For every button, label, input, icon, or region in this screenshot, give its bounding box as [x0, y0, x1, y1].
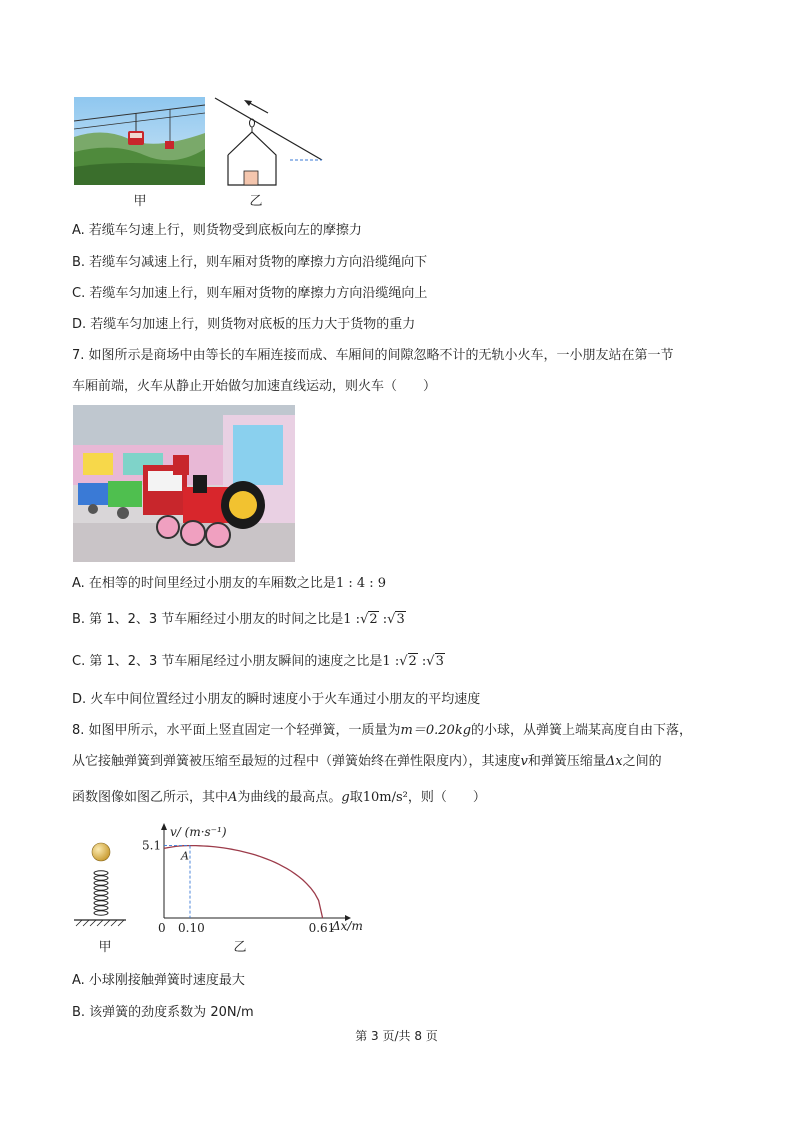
q6-option-a: A. 若缆车匀速上行，则货物受到底板向左的摩擦力 [72, 223, 362, 238]
fig-jia-label: 甲 [98, 940, 112, 955]
x-tick-0-61: 0.61 [308, 921, 336, 935]
x-tick-0-10: 0.10 [178, 921, 205, 935]
q7-option-c-ratio: 1 :√2 :√3 [382, 654, 444, 669]
q8-stem-line3: 函数图像如图乙所示，其中A为曲线的最高点。g取10m/s²，则（ ） [72, 790, 486, 805]
fig-yi-label: 乙 [233, 940, 247, 955]
q7-stem-line1: 7. 如图所示是商场中由等长的车厢连接而成、车厢间的间隙忽略不计的无轨小火车，一小朋友站在第一节 [72, 348, 674, 363]
x-tick-0: 0 [158, 921, 166, 935]
spring-figure [70, 840, 130, 935]
q6-option-d: D. 若缆车匀加速上行，则货物对底板的压力大于货物的重力 [72, 317, 416, 332]
peak-label-a: A [181, 849, 189, 863]
q6-option-c: C. 若缆车匀加速上行，则车厢对货物的摩擦力方向沿缆绳向上 [72, 286, 428, 301]
x-axis-label: Δx/m [332, 919, 363, 933]
q7-option-a-text: A. 在相等的时间里经过小朋友的车厢数之比是 [72, 576, 336, 591]
q6-option-b: B. 若缆车匀减速上行，则车厢对货物的摩擦力方向沿缆绳向下 [72, 255, 428, 270]
q7-option-a-ratio: 1 : 4 : 9 [335, 576, 387, 591]
q7-option-a [72, 576, 386, 592]
cable-car-photo [74, 97, 205, 185]
y-axis-arrow [161, 823, 167, 830]
q7-option-b-ratio: 1 :√2 :√3 [343, 612, 405, 627]
y-tick-5-1: 5.1 [142, 838, 162, 853]
page-footer: 第 3 页/共 8 页 [355, 1029, 438, 1043]
q8-stem-line2: 从它接触弹簧到弹簧被压缩至最短的过程中（弹簧始终在弹性限度内），其速度v和弹簧压缩量Δx之间的 [72, 754, 662, 769]
q7-stem-line2: 车厢前端，火车从静止开始做匀加速直线运动，则火车（ ） [72, 379, 437, 394]
q7-option-d: D. 火车中间位置经过小朋友的瞬时速度小于火车通过小朋友的平均速度 [72, 692, 481, 707]
q7-option-b-text: B. 第 1、2、3 节车厢经过小朋友的时间之比是 [72, 612, 344, 627]
q8-option-a: A. 小球刚接触弹簧时速度最大 [72, 973, 245, 988]
q7-option-c-text: C. 第 1、2、3 节车厢尾经过小朋友瞬间的速度之比是 [72, 654, 383, 669]
fig1-jia-label: 甲 [133, 194, 147, 209]
q7-option-c [72, 654, 445, 670]
y-axis-label: v/ (m·s⁻¹) [170, 825, 227, 839]
q8-mass: m＝0.20kg [400, 723, 472, 738]
train-photo [73, 405, 295, 562]
q8-stem-line1: 8. 如图甲所示，水平面上竖直固定一个轻弹簧，一质量为m＝0.20kg的小球，从弹簧上端某高度自由下落， [72, 723, 693, 738]
velocity-compression-chart [140, 820, 380, 945]
cable-car-diagram [210, 95, 330, 190]
q8-option-b: B. 该弹簧的劲度系数为 20N/m [72, 1005, 254, 1020]
q7-option-b [72, 612, 406, 628]
fig1-yi-label: 乙 [249, 194, 263, 209]
